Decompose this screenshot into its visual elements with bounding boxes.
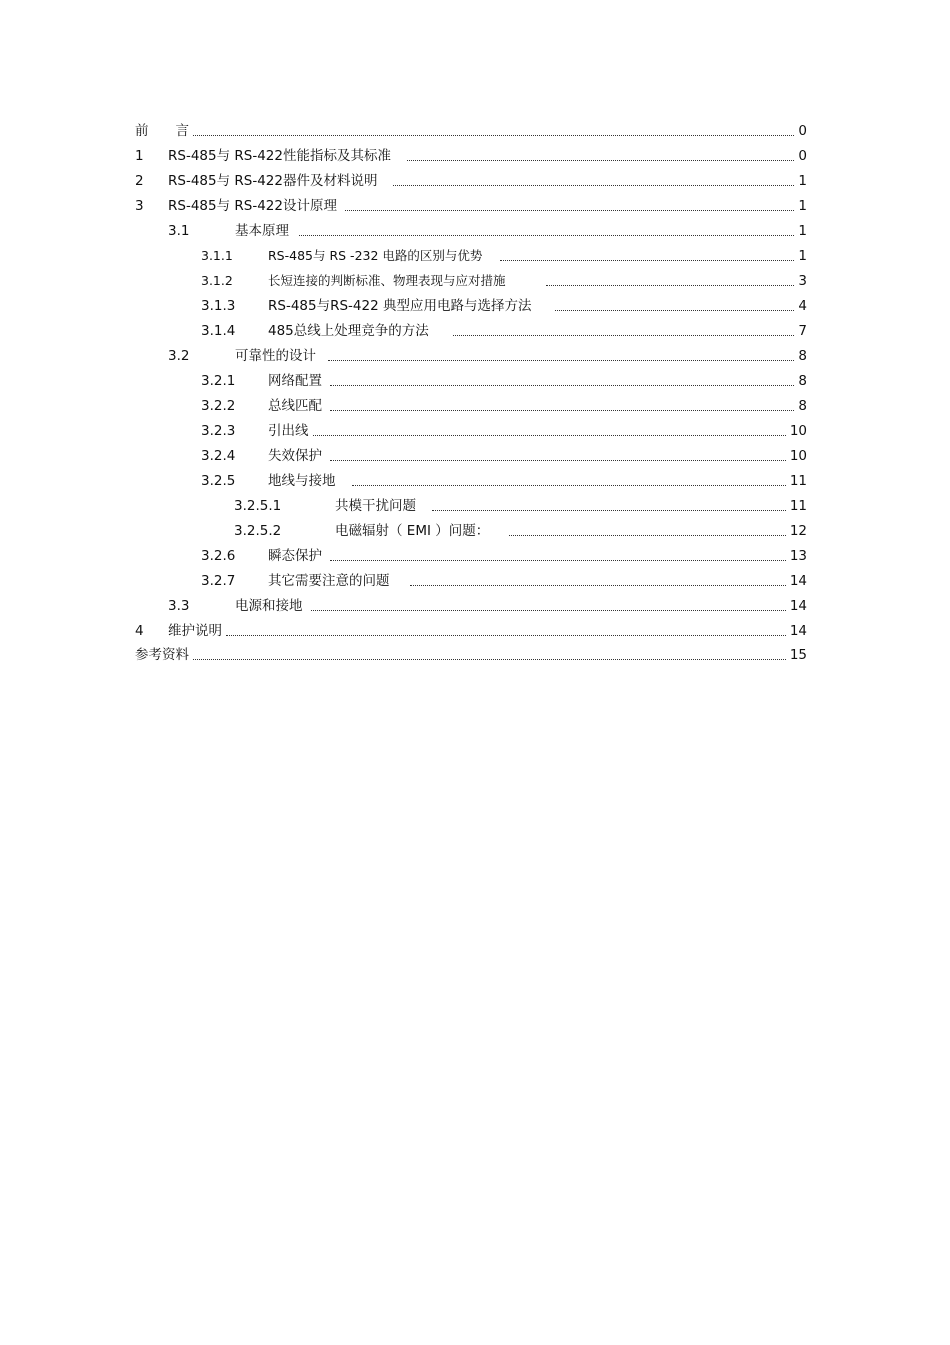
toc-entry-page: 8	[798, 347, 807, 364]
leader-dots	[330, 385, 794, 386]
toc-entry-page: 3	[798, 272, 807, 289]
leader-dots	[509, 535, 786, 536]
toc-entry-page: 0	[798, 147, 807, 164]
toc-entry-3-1-4[interactable]	[135, 319, 807, 344]
leader-dots	[555, 310, 794, 311]
leader-dots	[546, 285, 794, 286]
toc-entry-number: 3.1.4	[201, 322, 236, 339]
toc-entry-page: 14	[789, 622, 807, 639]
leader-dots	[345, 210, 794, 211]
toc-entry-title: 瞬态保护	[268, 547, 322, 564]
toc-entry-page: 8	[798, 372, 807, 389]
toc-entry-title: 共模干扰问题	[335, 497, 416, 514]
leader-dots	[352, 485, 786, 486]
toc-entry-page: 0	[798, 122, 807, 139]
leader-dots	[453, 335, 794, 336]
toc-entry-page: 13	[789, 547, 807, 564]
toc-entry-title: RS-485与RS-422 典型应用电路与选择方法	[268, 297, 532, 314]
toc-entry-title: 引出线	[268, 422, 309, 439]
leader-dots	[432, 510, 786, 511]
toc-entry-page: 7	[798, 322, 807, 339]
toc-entry-3-2-4[interactable]	[135, 444, 807, 469]
toc-entry-3-3[interactable]	[135, 594, 807, 619]
toc-entry-4[interactable]	[135, 619, 807, 644]
toc-entry-page: 11	[789, 497, 807, 514]
toc-entry-3-2-7[interactable]	[135, 569, 807, 594]
toc-entry-1[interactable]	[135, 144, 807, 169]
toc-entry-title: 参考资料	[135, 646, 189, 663]
toc-entry-title: 地线与接地	[268, 472, 336, 489]
toc-entry-title: 总线匹配	[268, 397, 322, 414]
toc-entry-page: 1	[798, 222, 807, 239]
toc-entry-3-2-3[interactable]	[135, 419, 807, 444]
leader-dots	[330, 560, 786, 561]
toc-entry-number: 3.2.2	[201, 397, 236, 414]
leader-dots	[193, 135, 794, 136]
toc-entry-title: RS-485与 RS-422器件及材料说明	[168, 172, 378, 189]
leader-dots	[313, 435, 786, 436]
toc-entry-number: 3.2.7	[201, 572, 236, 589]
leader-dots	[299, 235, 794, 236]
toc-entry-3-2-6[interactable]	[135, 544, 807, 569]
toc-entry-3-1-2[interactable]	[135, 269, 807, 294]
toc-entry-3[interactable]	[135, 194, 807, 219]
toc-entry-title: 前 言	[135, 122, 189, 139]
toc-entry-number: 3.2.6	[201, 547, 236, 564]
toc-entry-title: RS-485与 RS-422设计原理	[168, 197, 337, 214]
toc-entry-3-1-3[interactable]	[135, 294, 807, 319]
toc-entry-number: 3.1	[168, 222, 190, 239]
toc-entry-page: 1	[798, 172, 807, 189]
toc-entry-number: 3.2.5.2	[234, 522, 282, 539]
toc-entry-page: 12	[789, 522, 807, 539]
toc-entry-3-2[interactable]	[135, 344, 807, 369]
toc-entry-page: 11	[789, 472, 807, 489]
leader-dots	[311, 610, 786, 611]
toc-entry-title: 网络配置	[268, 372, 322, 389]
toc-entry-page: 14	[789, 572, 807, 589]
leader-dots	[328, 360, 794, 361]
leader-dots	[193, 659, 786, 660]
toc-entry-3-2-5-2[interactable]	[135, 519, 807, 544]
toc-entry-preface[interactable]	[135, 119, 807, 144]
toc-entry-number: 3.2.3	[201, 422, 236, 439]
toc-entry-number: 3	[135, 197, 144, 214]
leader-dots	[330, 460, 786, 461]
leader-dots	[407, 160, 794, 161]
toc-entry-title: 维护说明	[168, 622, 222, 639]
toc-entry-page: 1	[798, 247, 807, 264]
toc-entry-title: 485总线上处理竞争的方法	[268, 322, 429, 339]
toc-entry-title: RS-485与 RS -232 电路的区别与优势	[268, 248, 483, 264]
toc-entry-page: 10	[789, 422, 807, 439]
leader-dots	[226, 635, 786, 636]
toc-entry-title: 电源和接地	[235, 597, 303, 614]
toc-entry-3-1[interactable]	[135, 219, 807, 244]
toc-entry-page: 1	[798, 197, 807, 214]
toc-entry-number: 3.1.3	[201, 297, 236, 314]
toc-entry-page: 14	[789, 597, 807, 614]
toc-entry-title: 电磁辐射（ EMI ）问题：	[335, 522, 490, 539]
toc-entry-number: 3.1.1	[201, 248, 233, 264]
toc-entry-title: 其它需要注意的问题	[268, 572, 390, 589]
toc-entry-3-2-5-1[interactable]	[135, 494, 807, 519]
toc-entry-3-1-1[interactable]	[135, 244, 807, 269]
toc-entry-page: 8	[798, 397, 807, 414]
toc-entry-3-2-5[interactable]	[135, 469, 807, 494]
toc-entry-page: 4	[798, 297, 807, 314]
toc-entry-3-2-1[interactable]	[135, 369, 807, 394]
toc-entry-title: RS-485与 RS-422性能指标及其标准	[168, 147, 391, 164]
toc-entry-3-2-2[interactable]	[135, 394, 807, 419]
toc-entry-references[interactable]	[135, 644, 807, 667]
leader-dots	[330, 410, 794, 411]
toc-entry-page: 10	[789, 447, 807, 464]
toc-entry-title: 可靠性的设计	[235, 347, 316, 364]
toc-entry-number: 3.2.4	[201, 447, 236, 464]
toc-entry-title: 失效保护	[268, 447, 322, 464]
toc-entry-number: 4	[135, 622, 144, 639]
leader-dots	[410, 585, 786, 586]
toc-entry-number: 3.2	[168, 347, 190, 364]
leader-dots	[500, 260, 794, 261]
toc-entry-title: 长短连接的判断标准、物理表现与应对措施	[268, 273, 506, 289]
toc-entry-number: 3.2.5	[201, 472, 236, 489]
toc-entry-number: 1	[135, 147, 144, 164]
toc-entry-number: 3.1.2	[201, 273, 233, 289]
toc-entry-2[interactable]	[135, 169, 807, 194]
toc-entry-number: 2	[135, 172, 144, 189]
toc-entry-number: 3.3	[168, 597, 190, 614]
toc-entry-page: 15	[789, 646, 807, 663]
toc-entry-title: 基本原理	[235, 222, 289, 239]
leader-dots	[393, 185, 794, 186]
table-of-contents	[135, 119, 807, 667]
toc-entry-number: 3.2.1	[201, 372, 236, 389]
toc-entry-number: 3.2.5.1	[234, 497, 282, 514]
